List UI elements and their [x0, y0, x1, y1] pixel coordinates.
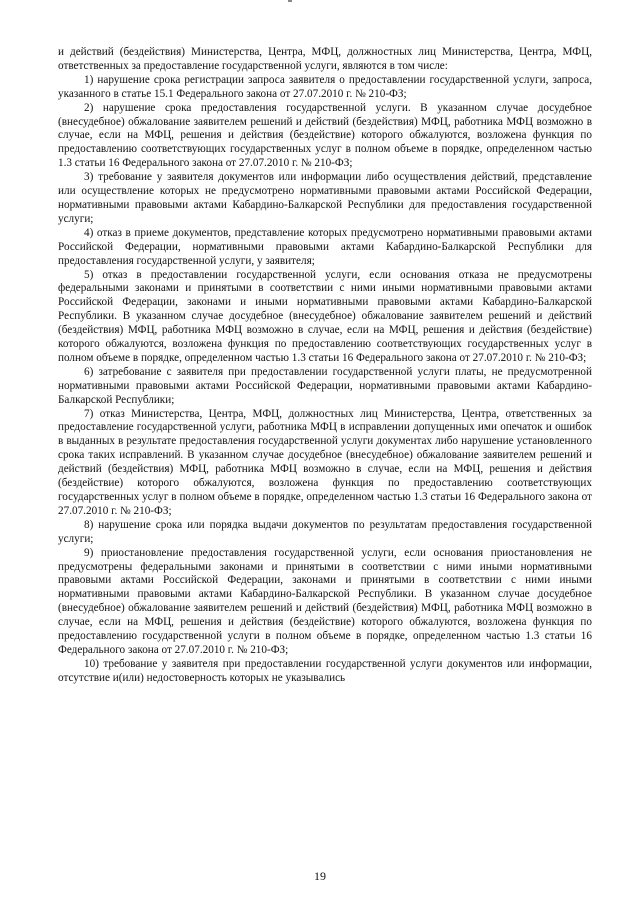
paragraph-item-4: 4) отказ в приеме документов, представление которых предусмотрено нормативными правовыми актами Российской Федерации, нормативными правовыми актами Кабардино-Балкарской Республики для предоставления государственной услуги, у заявителя;: [58, 226, 592, 267]
page-number: 19: [314, 869, 326, 883]
paragraph-item-6: 6) затребование с заявителя при предоставлении государственной услуги платы, не предусмотренной нормативными правовыми актами Российской Федерации, нормативными правовыми актами Кабардино-Балкарской Республики;: [58, 365, 592, 406]
paragraph-intro: и действий (бездействия) Министерства, Центра, МФЦ, должностных лиц Министерства, Центра, МФЦ, ответственных за предоставление государственной услуги, являются в том числе:: [58, 46, 592, 72]
paragraph-item-7: 7) отказ Министерства, Центра, МФЦ, должностных лиц Министерства, Центра, ответственных за предоставление государственной услуги, работника МФЦ в исправлении допущенных ими опечаток и ошибок в выданных в результате предоставления государственной услуги документах либо нарушение установленного срока таких исправлений. В указанном случае досудебное (внесудебное) обжалование заявителем решений и действий (бездействия) МФЦ, работника МФЦ возможно в случае, если на МФЦ, решения и действия (бездействие) которого обжалуются, возложена функция по предоставлению соответствующих государственных услуг в полном объеме в порядке, определенном частью 1.3 статьи 16 Федерального закона от 27.07.2010 г. № 210-ФЗ;: [58, 407, 592, 517]
paragraph-item-3: 3) требование у заявителя документов или информации либо осуществления действий, представление или осуществление которых не предусмотрено нормативными правовыми актами Российской Федерации, нормативными правовыми актами Кабардино-Балкарской Республики для предоставления государственной услуги;: [58, 171, 592, 225]
paragraph-item-10: 10) требование у заявителя при предоставлении государственной услуги документов или информации, отсутствие и(или) недостоверность которых не указывались: [58, 657, 592, 684]
paragraph-item-8: 8) нарушение срока или порядка выдачи документов по результатам предоставления государственной услуги;: [58, 518, 592, 545]
paragraph-item-9: 9) приостановление предоставления государственной услуги, если основания приостановления не предусмотрены федеральными законами и принятыми в соответствии с ними иными нормативными правовыми актами Российской Федерации, законами и принятыми в соответствии с ними иными нормативными правовыми актами Кабардино-Балкарской Республики. В указанном случае досудебное (внесудебное) обжалование заявителем решений и действий (бездействия) МФЦ, работника МФЦ возможно в случае, если на МФЦ, решения и действия (бездействие) которого обжалуются, возложена функция по предоставлению государственной услуги в полном объеме в порядке, определенном частью 1.3 статьи 16 Федерального закона от 27.07.2010 г. № 210-ФЗ;: [58, 546, 592, 656]
document-body: [58, 46, 592, 686]
paragraph-item-5: 5) отказ в предоставлении государственной услуги, если основания отказа не предусмотрены федеральными законами и принятыми в соответствии с ними иными нормативными правовыми актами Российской Федерации, законами и иными нормативными правовыми актами Кабардино-Балкарской Республики. В указанном случае досудебное (внесудебное) обжалование заявителем решений и действий (бездействия) МФЦ, работника МФЦ возможно в случае, если на МФЦ, решения и действия (бездействие) которого обжалуются, возложена функция по предоставлению соответствующих государственных услуг в полном объеме в порядке, определенном частью 1.3 статьи 16 Федерального закона от 27.07.2010 г. № 210-ФЗ;: [58, 268, 592, 364]
paragraph-item-1: 1) нарушение срока регистрации запроса заявителя о предоставлении государственной услуги, запроса, указанного в статье 15.1 Федерального закона от 27.07.2010 г. № 210-ФЗ;: [58, 73, 592, 100]
scan-mark: [288, 0, 292, 2]
paragraph-item-2: 2) нарушение срока предоставления государственной услуги. В указанном случае досудебное (внесудебное) обжалование заявителем решений и действий (бездействия) МФЦ, работника МФЦ возможно в случае, если на МФЦ, решения и действия (бездействие) которого обжалуются, возложена функция по предоставлению соответствующих государственных услуг в полном объеме в порядке, определенном частью 1.3 статьи 16 Федерального закона от 27.07.2010 г. № 210-ФЗ;: [58, 101, 592, 170]
